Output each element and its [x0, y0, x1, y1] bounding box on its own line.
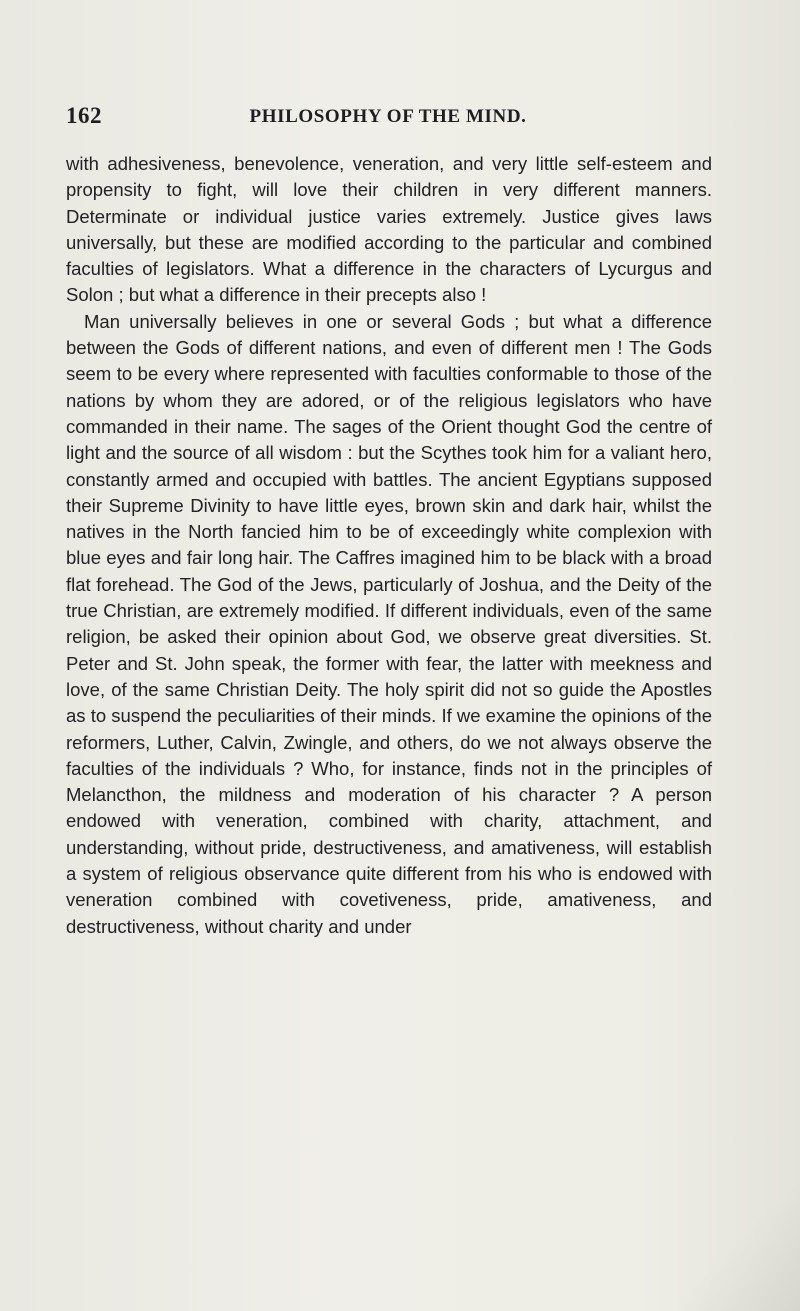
body-text	[66, 151, 712, 940]
page-number: 162	[66, 103, 102, 128]
page-corner-shadow	[680, 1131, 800, 1311]
paragraph: Man universally believes in one or several Gods ; but what a difference between the Gods of different nations, and even of different men ! The Gods seem to be every where represented with faculties conformable to those of the nations by whom they are adored, or of the religious legislators who have commanded in their name. The sages of the Orient thought God the centre of light and the source of all wisdom : but the Scythes took him for a valiant hero, constantly armed and occupied with battles. The ancient Egyptians supposed their Supreme Divinity to have little eyes, brown skin and dark hair, whilst the natives in the North fancied him to be of exceedingly white complexion with blue eyes and fair long hair. The Caffres imagined him to be black with a broad flat forehead. The God of the Jews, particularly of Joshua, and the Deity of the true Christian, are extremely modified. If different individuals, even of the same religion, be asked their opinion about God, we observe great diversities. St. Peter and St. John speak, the former with fear, the latter with meekness and love, of the same Christian Deity. The holy spirit did not so guide the Apostles as to suspend the peculiarities of their minds. If we examine the opinions of the reformers, Luther, Calvin, Zwingle, and others, do we not always observe the faculties of the individuals ? Who, for instance, finds not in the principles of Melancthon, the mildness and moderation of his character ? A person endowed with veneration, combined with charity, attachment, and understanding, without pride, destructiveness, and amativeness, will establish a system of religious observance quite different from his who is endowed with veneration combined with covetiveness, pride, amativeness, and destructiveness, without charity and under	[66, 310, 712, 937]
page-header	[66, 103, 706, 133]
running-head: PHILOSOPHY OF THE MIND.	[249, 106, 527, 127]
paragraph: with adhesiveness, benevolence, veneration, and very little self-esteem and propensity to fight, will love their children in very different manners. Determinate or individual justice varies extremely. Justice gives laws universally, but these are modified according to the particular and combined faculties of legislators. What a difference in the characters of Lycurgus and Solon ; but what a difference in their precepts also !	[66, 153, 712, 306]
